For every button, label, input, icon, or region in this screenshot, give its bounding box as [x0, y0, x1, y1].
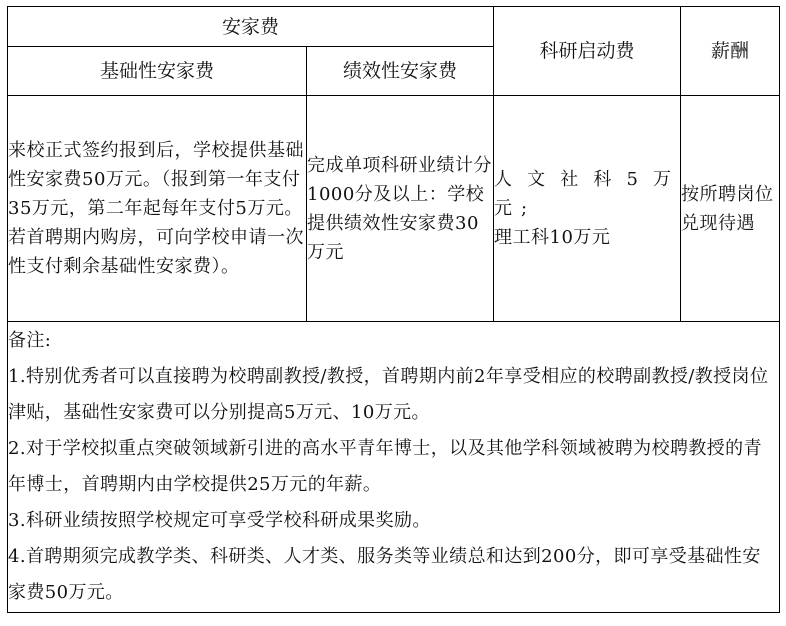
cell-research-startup [494, 96, 681, 322]
header-settlement-allowance: 安家费 [8, 7, 494, 47]
cell-basic-allowance: 来校正式签约报到后，学校提供基础性安家费50万元。（报到第一年支付35万元，第二年起每年支付5万元。若首聘期内购房，可向学校申请一次性支付剩余基础性安家费）。 [8, 96, 307, 322]
header-research-startup: 科研启动费 [494, 7, 681, 96]
cell-performance-allowance: 完成单项科研业绩计分1000分及以上：学校提供绩效性安家费30万元 [307, 96, 494, 322]
note-item: 4.首聘期须完成教学类、科研类、人才类、服务类等业绩总和达到200分，即可享受基础性安家费50万元。 [8, 546, 761, 603]
header-basic-allowance: 基础性安家费 [8, 47, 307, 96]
notes-title: 备注: [8, 330, 52, 351]
research-humanities: 人文社科5万元; [494, 169, 681, 219]
policy-sheet [7, 6, 779, 620]
research-science: 理工科10万元 [494, 227, 611, 248]
notes-cell [8, 322, 780, 613]
note-item: 2.对于学校拟重点突破领域新引进的高水平青年博士，以及其他学科领域被聘为校聘教授的青年博士，首聘期内由学校提供25万元的年薪。 [8, 438, 762, 495]
cell-salary: 按所聘岗位兑现待遇 [681, 96, 780, 322]
header-salary: 薪酬 [681, 7, 780, 96]
note-item: 3.科研业绩按照学校规定可享受学校科研成果奖励。 [8, 510, 431, 531]
header-performance-allowance: 绩效性安家费 [307, 47, 494, 96]
note-item: 1.特别优秀者可以直接聘为校聘副教授/教授，首聘期内前2年享受相应的校聘副教授/教授岗位津贴，基础性安家费可以分别提高5万元、10万元。 [8, 366, 769, 423]
policy-table [7, 6, 780, 613]
